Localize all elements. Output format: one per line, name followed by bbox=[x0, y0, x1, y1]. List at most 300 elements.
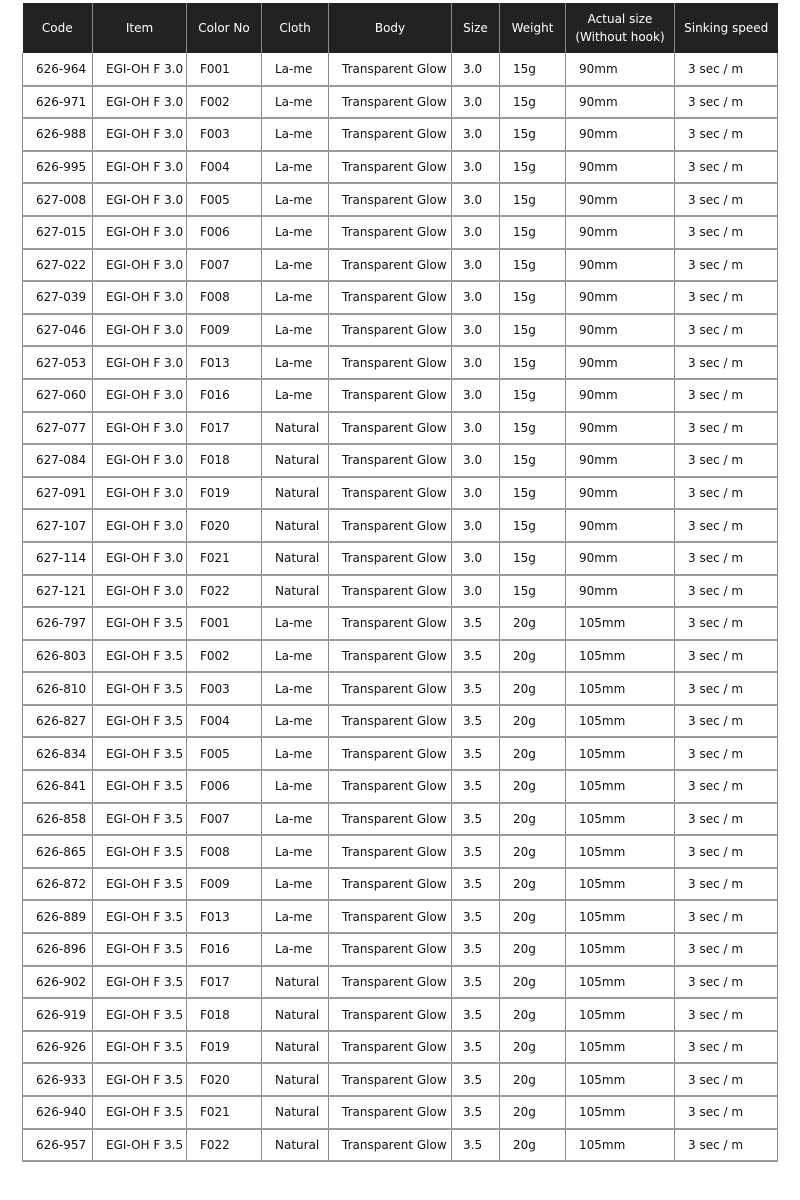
table-row bbox=[23, 53, 778, 86]
cell-sinking-speed: 3 sec / m bbox=[675, 183, 778, 216]
table-row bbox=[23, 249, 778, 282]
cell-item: EGI-OH F 3.5 bbox=[93, 868, 187, 901]
cell-sinking-speed: 3 sec / m bbox=[675, 53, 778, 86]
cell-color-no: F020 bbox=[187, 509, 262, 542]
cell-sinking-speed: 3 sec / m bbox=[675, 1031, 778, 1064]
cell-item: EGI-OH F 3.5 bbox=[93, 1031, 187, 1064]
cell-actual-size: 90mm bbox=[566, 314, 675, 347]
cell-weight: 15g bbox=[500, 412, 566, 445]
cell-color-no: F007 bbox=[187, 249, 262, 282]
cell-body: Transparent Glow bbox=[329, 803, 452, 836]
cell-actual-size: 90mm bbox=[566, 281, 675, 314]
cell-color-no: F022 bbox=[187, 1129, 262, 1162]
cell-size: 3.5 bbox=[452, 933, 500, 966]
cell-sinking-speed: 3 sec / m bbox=[675, 737, 778, 770]
table-row bbox=[23, 672, 778, 705]
table-row bbox=[23, 770, 778, 803]
table-header bbox=[23, 3, 778, 53]
cell-body: Transparent Glow bbox=[329, 998, 452, 1031]
cell-size: 3.5 bbox=[452, 737, 500, 770]
cell-item: EGI-OH F 3.5 bbox=[93, 1096, 187, 1129]
cell-sinking-speed: 3 sec / m bbox=[675, 1129, 778, 1162]
cell-size: 3.0 bbox=[452, 314, 500, 347]
table-row bbox=[23, 477, 778, 510]
cell-code: 626-919 bbox=[23, 998, 93, 1031]
cell-item: EGI-OH F 3.5 bbox=[93, 1063, 187, 1096]
cell-cloth: Natural bbox=[262, 412, 329, 445]
cell-code: 626-926 bbox=[23, 1031, 93, 1064]
cell-size: 3.0 bbox=[452, 412, 500, 445]
cell-body: Transparent Glow bbox=[329, 118, 452, 151]
cell-color-no: F016 bbox=[187, 933, 262, 966]
cell-cloth: La-me bbox=[262, 216, 329, 249]
cell-cloth: La-me bbox=[262, 118, 329, 151]
cell-actual-size: 90mm bbox=[566, 477, 675, 510]
cell-sinking-speed: 3 sec / m bbox=[675, 803, 778, 836]
header-row bbox=[23, 3, 778, 53]
cell-code: 627-015 bbox=[23, 216, 93, 249]
cell-size: 3.5 bbox=[452, 803, 500, 836]
cell-color-no: F017 bbox=[187, 412, 262, 445]
table-row bbox=[23, 412, 778, 445]
header-actual-size-line1: Actual size bbox=[587, 12, 653, 26]
cell-cloth: Natural bbox=[262, 1031, 329, 1064]
cell-color-no: F003 bbox=[187, 672, 262, 705]
cell-code: 626-896 bbox=[23, 933, 93, 966]
cell-size: 3.0 bbox=[452, 379, 500, 412]
cell-weight: 15g bbox=[500, 118, 566, 151]
cell-actual-size: 105mm bbox=[566, 835, 675, 868]
cell-sinking-speed: 3 sec / m bbox=[675, 607, 778, 640]
cell-body: Transparent Glow bbox=[329, 509, 452, 542]
table-row bbox=[23, 151, 778, 184]
cell-code: 627-091 bbox=[23, 477, 93, 510]
cell-color-no: F006 bbox=[187, 216, 262, 249]
cell-item: EGI-OH F 3.0 bbox=[93, 412, 187, 445]
cell-code: 626-995 bbox=[23, 151, 93, 184]
cell-weight: 20g bbox=[500, 640, 566, 673]
cell-sinking-speed: 3 sec / m bbox=[675, 412, 778, 445]
cell-cloth: La-me bbox=[262, 900, 329, 933]
cell-color-no: F009 bbox=[187, 314, 262, 347]
cell-sinking-speed: 3 sec / m bbox=[675, 346, 778, 379]
cell-weight: 15g bbox=[500, 314, 566, 347]
table-row bbox=[23, 575, 778, 608]
cell-size: 3.0 bbox=[452, 183, 500, 216]
cell-size: 3.5 bbox=[452, 998, 500, 1031]
cell-item: EGI-OH F 3.0 bbox=[93, 151, 187, 184]
cell-body: Transparent Glow bbox=[329, 770, 452, 803]
cell-actual-size: 105mm bbox=[566, 998, 675, 1031]
cell-body: Transparent Glow bbox=[329, 868, 452, 901]
cell-item: EGI-OH F 3.5 bbox=[93, 672, 187, 705]
cell-sinking-speed: 3 sec / m bbox=[675, 216, 778, 249]
table-row bbox=[23, 444, 778, 477]
cell-sinking-speed: 3 sec / m bbox=[675, 575, 778, 608]
cell-color-no: F002 bbox=[187, 86, 262, 119]
cell-actual-size: 105mm bbox=[566, 770, 675, 803]
cell-item: EGI-OH F 3.5 bbox=[93, 998, 187, 1031]
cell-sinking-speed: 3 sec / m bbox=[675, 835, 778, 868]
cell-body: Transparent Glow bbox=[329, 900, 452, 933]
cell-code: 627-022 bbox=[23, 249, 93, 282]
cell-item: EGI-OH F 3.0 bbox=[93, 118, 187, 151]
header-body: Body bbox=[329, 3, 452, 53]
cell-weight: 20g bbox=[500, 607, 566, 640]
cell-cloth: La-me bbox=[262, 346, 329, 379]
table-row bbox=[23, 607, 778, 640]
cell-sinking-speed: 3 sec / m bbox=[675, 900, 778, 933]
table-row bbox=[23, 705, 778, 738]
cell-size: 3.5 bbox=[452, 1031, 500, 1064]
cell-color-no: F008 bbox=[187, 281, 262, 314]
cell-actual-size: 105mm bbox=[566, 1096, 675, 1129]
cell-code: 627-077 bbox=[23, 412, 93, 445]
cell-color-no: F009 bbox=[187, 868, 262, 901]
cell-actual-size: 105mm bbox=[566, 868, 675, 901]
cell-sinking-speed: 3 sec / m bbox=[675, 444, 778, 477]
cell-cloth: La-me bbox=[262, 379, 329, 412]
cell-size: 3.5 bbox=[452, 672, 500, 705]
header-size: Size bbox=[452, 3, 500, 53]
table-row bbox=[23, 1129, 778, 1162]
cell-item: EGI-OH F 3.0 bbox=[93, 281, 187, 314]
cell-color-no: F017 bbox=[187, 966, 262, 999]
cell-body: Transparent Glow bbox=[329, 249, 452, 282]
cell-actual-size: 90mm bbox=[566, 53, 675, 86]
table-row bbox=[23, 835, 778, 868]
cell-size: 3.0 bbox=[452, 509, 500, 542]
cell-code: 627-039 bbox=[23, 281, 93, 314]
cell-code: 626-940 bbox=[23, 1096, 93, 1129]
cell-weight: 15g bbox=[500, 216, 566, 249]
table-row bbox=[23, 998, 778, 1031]
cell-color-no: F003 bbox=[187, 118, 262, 151]
cell-cloth: La-me bbox=[262, 770, 329, 803]
cell-cloth: La-me bbox=[262, 835, 329, 868]
cell-actual-size: 90mm bbox=[566, 575, 675, 608]
cell-actual-size: 105mm bbox=[566, 705, 675, 738]
cell-body: Transparent Glow bbox=[329, 216, 452, 249]
cell-size: 3.5 bbox=[452, 1063, 500, 1096]
cell-weight: 20g bbox=[500, 868, 566, 901]
cell-size: 3.0 bbox=[452, 216, 500, 249]
cell-sinking-speed: 3 sec / m bbox=[675, 672, 778, 705]
cell-weight: 15g bbox=[500, 575, 566, 608]
cell-body: Transparent Glow bbox=[329, 281, 452, 314]
cell-size: 3.0 bbox=[452, 477, 500, 510]
cell-weight: 20g bbox=[500, 933, 566, 966]
cell-size: 3.5 bbox=[452, 966, 500, 999]
cell-code: 626-964 bbox=[23, 53, 93, 86]
cell-size: 3.5 bbox=[452, 705, 500, 738]
table-row bbox=[23, 346, 778, 379]
cell-cloth: Natural bbox=[262, 1063, 329, 1096]
table-row bbox=[23, 933, 778, 966]
cell-weight: 20g bbox=[500, 803, 566, 836]
cell-item: EGI-OH F 3.5 bbox=[93, 737, 187, 770]
cell-cloth: La-me bbox=[262, 314, 329, 347]
table-row bbox=[23, 737, 778, 770]
cell-weight: 15g bbox=[500, 151, 566, 184]
cell-cloth: La-me bbox=[262, 151, 329, 184]
header-cloth: Cloth bbox=[262, 3, 329, 53]
cell-code: 627-121 bbox=[23, 575, 93, 608]
cell-color-no: F021 bbox=[187, 542, 262, 575]
cell-actual-size: 105mm bbox=[566, 900, 675, 933]
cell-weight: 15g bbox=[500, 249, 566, 282]
cell-item: EGI-OH F 3.0 bbox=[93, 542, 187, 575]
cell-size: 3.0 bbox=[452, 249, 500, 282]
header-item: Item bbox=[93, 3, 187, 53]
cell-sinking-speed: 3 sec / m bbox=[675, 640, 778, 673]
cell-body: Transparent Glow bbox=[329, 314, 452, 347]
cell-cloth: La-me bbox=[262, 803, 329, 836]
cell-cloth: Natural bbox=[262, 1096, 329, 1129]
cell-code: 626-834 bbox=[23, 737, 93, 770]
cell-item: EGI-OH F 3.0 bbox=[93, 346, 187, 379]
cell-item: EGI-OH F 3.0 bbox=[93, 509, 187, 542]
cell-code: 626-827 bbox=[23, 705, 93, 738]
cell-body: Transparent Glow bbox=[329, 1096, 452, 1129]
cell-cloth: Natural bbox=[262, 998, 329, 1031]
table-row bbox=[23, 86, 778, 119]
cell-weight: 20g bbox=[500, 737, 566, 770]
cell-size: 3.0 bbox=[452, 444, 500, 477]
cell-sinking-speed: 3 sec / m bbox=[675, 118, 778, 151]
cell-actual-size: 105mm bbox=[566, 607, 675, 640]
table-row bbox=[23, 118, 778, 151]
header-sinking-speed: Sinking speed bbox=[675, 3, 778, 53]
cell-size: 3.5 bbox=[452, 770, 500, 803]
cell-actual-size: 105mm bbox=[566, 933, 675, 966]
cell-sinking-speed: 3 sec / m bbox=[675, 933, 778, 966]
cell-cloth: Natural bbox=[262, 575, 329, 608]
cell-item: EGI-OH F 3.0 bbox=[93, 249, 187, 282]
cell-weight: 15g bbox=[500, 477, 566, 510]
cell-color-no: F016 bbox=[187, 379, 262, 412]
cell-weight: 20g bbox=[500, 705, 566, 738]
cell-code: 627-008 bbox=[23, 183, 93, 216]
cell-sinking-speed: 3 sec / m bbox=[675, 509, 778, 542]
cell-color-no: F007 bbox=[187, 803, 262, 836]
cell-body: Transparent Glow bbox=[329, 379, 452, 412]
cell-code: 626-810 bbox=[23, 672, 93, 705]
table-row bbox=[23, 1031, 778, 1064]
header-actual-size bbox=[566, 3, 675, 53]
cell-code: 627-084 bbox=[23, 444, 93, 477]
cell-weight: 20g bbox=[500, 1063, 566, 1096]
cell-cloth: Natural bbox=[262, 542, 329, 575]
cell-actual-size: 105mm bbox=[566, 966, 675, 999]
cell-actual-size: 105mm bbox=[566, 1129, 675, 1162]
cell-weight: 20g bbox=[500, 835, 566, 868]
cell-weight: 15g bbox=[500, 281, 566, 314]
product-spec-table bbox=[22, 3, 778, 1162]
cell-item: EGI-OH F 3.0 bbox=[93, 183, 187, 216]
cell-body: Transparent Glow bbox=[329, 477, 452, 510]
cell-item: EGI-OH F 3.5 bbox=[93, 1129, 187, 1162]
cell-actual-size: 90mm bbox=[566, 509, 675, 542]
cell-sinking-speed: 3 sec / m bbox=[675, 281, 778, 314]
cell-code: 626-957 bbox=[23, 1129, 93, 1162]
cell-actual-size: 105mm bbox=[566, 1063, 675, 1096]
cell-actual-size: 105mm bbox=[566, 737, 675, 770]
table-row bbox=[23, 1063, 778, 1096]
cell-weight: 20g bbox=[500, 998, 566, 1031]
cell-item: EGI-OH F 3.0 bbox=[93, 216, 187, 249]
cell-body: Transparent Glow bbox=[329, 346, 452, 379]
cell-color-no: F019 bbox=[187, 477, 262, 510]
cell-item: EGI-OH F 3.0 bbox=[93, 86, 187, 119]
cell-color-no: F001 bbox=[187, 53, 262, 86]
cell-color-no: F013 bbox=[187, 900, 262, 933]
table-row bbox=[23, 803, 778, 836]
table-row bbox=[23, 183, 778, 216]
cell-weight: 20g bbox=[500, 1096, 566, 1129]
table-row bbox=[23, 542, 778, 575]
cell-color-no: F013 bbox=[187, 346, 262, 379]
cell-weight: 20g bbox=[500, 672, 566, 705]
cell-size: 3.0 bbox=[452, 575, 500, 608]
cell-color-no: F021 bbox=[187, 1096, 262, 1129]
cell-size: 3.0 bbox=[452, 151, 500, 184]
table-row bbox=[23, 966, 778, 999]
table-row bbox=[23, 1096, 778, 1129]
cell-item: EGI-OH F 3.5 bbox=[93, 607, 187, 640]
cell-color-no: F020 bbox=[187, 1063, 262, 1096]
cell-cloth: La-me bbox=[262, 607, 329, 640]
cell-size: 3.5 bbox=[452, 607, 500, 640]
cell-body: Transparent Glow bbox=[329, 1063, 452, 1096]
cell-item: EGI-OH F 3.0 bbox=[93, 477, 187, 510]
cell-cloth: Natural bbox=[262, 509, 329, 542]
cell-weight: 15g bbox=[500, 346, 566, 379]
table-row bbox=[23, 281, 778, 314]
cell-body: Transparent Glow bbox=[329, 1129, 452, 1162]
cell-weight: 15g bbox=[500, 542, 566, 575]
cell-cloth: Natural bbox=[262, 444, 329, 477]
cell-actual-size: 105mm bbox=[566, 1031, 675, 1064]
cell-weight: 20g bbox=[500, 900, 566, 933]
cell-cloth: La-me bbox=[262, 281, 329, 314]
cell-code: 626-841 bbox=[23, 770, 93, 803]
cell-sinking-speed: 3 sec / m bbox=[675, 868, 778, 901]
cell-body: Transparent Glow bbox=[329, 444, 452, 477]
table-body bbox=[23, 53, 778, 1161]
cell-cloth: Natural bbox=[262, 1129, 329, 1162]
cell-cloth: La-me bbox=[262, 868, 329, 901]
cell-code: 626-858 bbox=[23, 803, 93, 836]
cell-body: Transparent Glow bbox=[329, 151, 452, 184]
cell-item: EGI-OH F 3.5 bbox=[93, 900, 187, 933]
table-row bbox=[23, 216, 778, 249]
cell-size: 3.5 bbox=[452, 900, 500, 933]
cell-body: Transparent Glow bbox=[329, 672, 452, 705]
cell-body: Transparent Glow bbox=[329, 412, 452, 445]
cell-body: Transparent Glow bbox=[329, 1031, 452, 1064]
cell-code: 627-046 bbox=[23, 314, 93, 347]
cell-actual-size: 90mm bbox=[566, 249, 675, 282]
cell-actual-size: 90mm bbox=[566, 379, 675, 412]
cell-sinking-speed: 3 sec / m bbox=[675, 379, 778, 412]
cell-cloth: La-me bbox=[262, 933, 329, 966]
cell-sinking-speed: 3 sec / m bbox=[675, 477, 778, 510]
cell-actual-size: 90mm bbox=[566, 118, 675, 151]
cell-weight: 20g bbox=[500, 1129, 566, 1162]
table-row bbox=[23, 900, 778, 933]
header-actual-size-line2: (Without hook) bbox=[575, 30, 665, 44]
cell-item: EGI-OH F 3.5 bbox=[93, 933, 187, 966]
table-row bbox=[23, 379, 778, 412]
cell-item: EGI-OH F 3.0 bbox=[93, 314, 187, 347]
cell-color-no: F018 bbox=[187, 998, 262, 1031]
cell-weight: 15g bbox=[500, 183, 566, 216]
cell-item: EGI-OH F 3.0 bbox=[93, 444, 187, 477]
cell-code: 627-107 bbox=[23, 509, 93, 542]
cell-actual-size: 90mm bbox=[566, 86, 675, 119]
cell-cloth: La-me bbox=[262, 705, 329, 738]
cell-size: 3.5 bbox=[452, 1096, 500, 1129]
cell-sinking-speed: 3 sec / m bbox=[675, 1096, 778, 1129]
cell-code: 626-971 bbox=[23, 86, 93, 119]
cell-size: 3.5 bbox=[452, 640, 500, 673]
cell-item: EGI-OH F 3.5 bbox=[93, 803, 187, 836]
cell-body: Transparent Glow bbox=[329, 640, 452, 673]
cell-code: 626-797 bbox=[23, 607, 93, 640]
cell-sinking-speed: 3 sec / m bbox=[675, 1063, 778, 1096]
cell-body: Transparent Glow bbox=[329, 705, 452, 738]
cell-color-no: F004 bbox=[187, 705, 262, 738]
cell-actual-size: 90mm bbox=[566, 542, 675, 575]
cell-size: 3.0 bbox=[452, 542, 500, 575]
cell-weight: 15g bbox=[500, 509, 566, 542]
cell-sinking-speed: 3 sec / m bbox=[675, 249, 778, 282]
cell-item: EGI-OH F 3.0 bbox=[93, 53, 187, 86]
cell-sinking-speed: 3 sec / m bbox=[675, 998, 778, 1031]
cell-actual-size: 105mm bbox=[566, 803, 675, 836]
cell-size: 3.0 bbox=[452, 118, 500, 151]
cell-color-no: F001 bbox=[187, 607, 262, 640]
cell-weight: 20g bbox=[500, 1031, 566, 1064]
table-row bbox=[23, 640, 778, 673]
cell-body: Transparent Glow bbox=[329, 966, 452, 999]
cell-item: EGI-OH F 3.0 bbox=[93, 379, 187, 412]
cell-color-no: F006 bbox=[187, 770, 262, 803]
cell-body: Transparent Glow bbox=[329, 575, 452, 608]
cell-sinking-speed: 3 sec / m bbox=[675, 151, 778, 184]
cell-color-no: F022 bbox=[187, 575, 262, 608]
table-row bbox=[23, 314, 778, 347]
cell-sinking-speed: 3 sec / m bbox=[675, 966, 778, 999]
cell-sinking-speed: 3 sec / m bbox=[675, 86, 778, 119]
cell-color-no: F019 bbox=[187, 1031, 262, 1064]
cell-body: Transparent Glow bbox=[329, 183, 452, 216]
cell-size: 3.5 bbox=[452, 835, 500, 868]
cell-item: EGI-OH F 3.5 bbox=[93, 966, 187, 999]
header-code: Code bbox=[23, 3, 93, 53]
cell-weight: 15g bbox=[500, 379, 566, 412]
cell-code: 626-803 bbox=[23, 640, 93, 673]
cell-body: Transparent Glow bbox=[329, 607, 452, 640]
cell-size: 3.0 bbox=[452, 346, 500, 379]
cell-body: Transparent Glow bbox=[329, 737, 452, 770]
cell-actual-size: 90mm bbox=[566, 151, 675, 184]
cell-weight: 20g bbox=[500, 966, 566, 999]
cell-color-no: F018 bbox=[187, 444, 262, 477]
cell-code: 626-933 bbox=[23, 1063, 93, 1096]
cell-weight: 15g bbox=[500, 444, 566, 477]
